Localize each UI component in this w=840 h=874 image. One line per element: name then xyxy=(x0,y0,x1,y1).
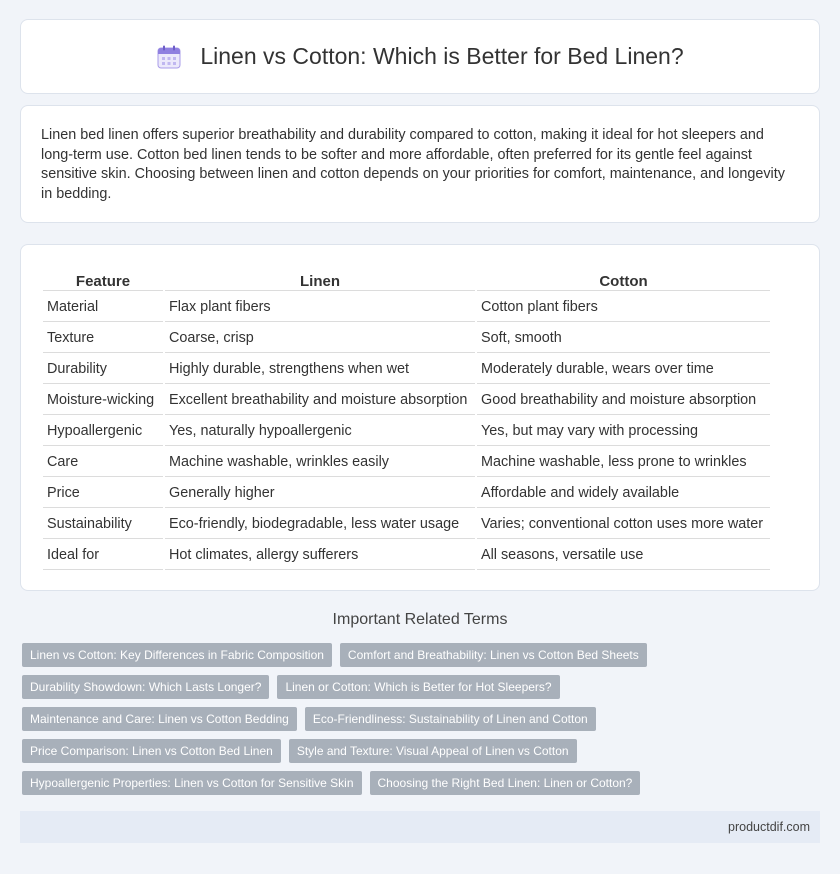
table-row xyxy=(43,510,770,539)
table-row xyxy=(43,355,770,384)
feature-cell: Care xyxy=(43,448,163,477)
related-terms-title: Important Related Terms xyxy=(332,611,508,628)
cotton-cell: Cotton plant fibers xyxy=(477,293,770,322)
cotton-cell: Yes, but may vary with processing xyxy=(477,417,770,446)
linen-cell: Machine washable, wrinkles easily xyxy=(165,448,475,477)
cotton-cell: Machine washable, less prone to wrinkles xyxy=(477,448,770,477)
header-linen: Linen xyxy=(165,267,475,291)
header-card xyxy=(20,19,820,94)
feature-cell: Price xyxy=(43,479,163,508)
header-cotton: Cotton xyxy=(477,267,770,291)
related-term-tag[interactable]: Hypoallergenic Properties: Linen vs Cotton for Sensitive Skin xyxy=(22,771,362,795)
linen-cell: Hot climates, allergy sufferers xyxy=(165,541,475,570)
table-row xyxy=(43,417,770,446)
feature-cell: Sustainability xyxy=(43,510,163,539)
feature-cell: Ideal for xyxy=(43,541,163,570)
related-term-tag[interactable]: Linen or Cotton: Which is Better for Hot Sleepers? xyxy=(277,675,559,699)
linen-cell: Coarse, crisp xyxy=(165,324,475,353)
header-feature: Feature xyxy=(43,267,163,291)
linen-cell: Generally higher xyxy=(165,479,475,508)
feature-cell: Moisture-wicking xyxy=(43,386,163,415)
calendar-icon xyxy=(156,44,182,70)
cotton-cell: Varies; conventional cotton uses more water xyxy=(477,510,770,539)
linen-cell: Yes, naturally hypoallergenic xyxy=(165,417,475,446)
table-row xyxy=(43,541,770,570)
intro-text: Linen bed linen offers superior breathability and durability compared to cotton, making it ideal for hot sleepers and long-term use. Cotton bed linen tends to be softer and more affordable, often preferred for its gentle feel against sensitive skin. Choosing between linen and cotton depends on your priorities for comfort, maintenance, and longevity in bedding. xyxy=(41,127,785,202)
cotton-cell: Good breathability and moisture absorption xyxy=(477,386,770,415)
cotton-cell: All seasons, versatile use xyxy=(477,541,770,570)
comparison-card xyxy=(20,244,820,591)
related-term-tag[interactable]: Price Comparison: Linen vs Cotton Bed Linen xyxy=(22,739,281,763)
linen-cell: Highly durable, strengthens when wet xyxy=(165,355,475,384)
table-row xyxy=(43,293,770,322)
feature-cell: Material xyxy=(43,293,163,322)
feature-cell: Durability xyxy=(43,355,163,384)
table-row xyxy=(43,479,770,508)
related-term-tag[interactable]: Durability Showdown: Which Lasts Longer? xyxy=(22,675,269,699)
intro-card xyxy=(20,105,820,223)
linen-cell: Excellent breathability and moisture absorption xyxy=(165,386,475,415)
cotton-cell: Moderately durable, wears over time xyxy=(477,355,770,384)
related-term-tag[interactable]: Style and Texture: Visual Appeal of Linen vs Cotton xyxy=(289,739,577,763)
table-row xyxy=(43,386,770,415)
table-row xyxy=(43,324,770,353)
feature-cell: Hypoallergenic xyxy=(43,417,163,446)
related-term-tag[interactable]: Comfort and Breathability: Linen vs Cotton Bed Sheets xyxy=(340,643,647,667)
related-term-tag[interactable]: Eco-Friendliness: Sustainability of Linen and Cotton xyxy=(305,707,596,731)
feature-cell: Texture xyxy=(43,324,163,353)
related-term-tag[interactable]: Maintenance and Care: Linen vs Cotton Bedding xyxy=(22,707,297,731)
cotton-cell: Affordable and widely available xyxy=(477,479,770,508)
related-term-tag[interactable]: Choosing the Right Bed Linen: Linen or Cotton? xyxy=(370,771,641,795)
related-terms-list xyxy=(22,643,822,795)
linen-cell: Flax plant fibers xyxy=(165,293,475,322)
footer-site-link[interactable]: productdif.com xyxy=(728,820,810,834)
title-wrap xyxy=(21,20,819,93)
page-title: Linen vs Cotton: Which is Better for Bed Linen? xyxy=(200,43,684,69)
comparison-table xyxy=(41,265,772,572)
footer xyxy=(20,811,820,843)
table-row xyxy=(43,448,770,477)
cotton-cell: Soft, smooth xyxy=(477,324,770,353)
linen-cell: Eco-friendly, biodegradable, less water usage xyxy=(165,510,475,539)
related-term-tag[interactable]: Linen vs Cotton: Key Differences in Fabric Composition xyxy=(22,643,332,667)
table-header-row xyxy=(43,267,770,291)
